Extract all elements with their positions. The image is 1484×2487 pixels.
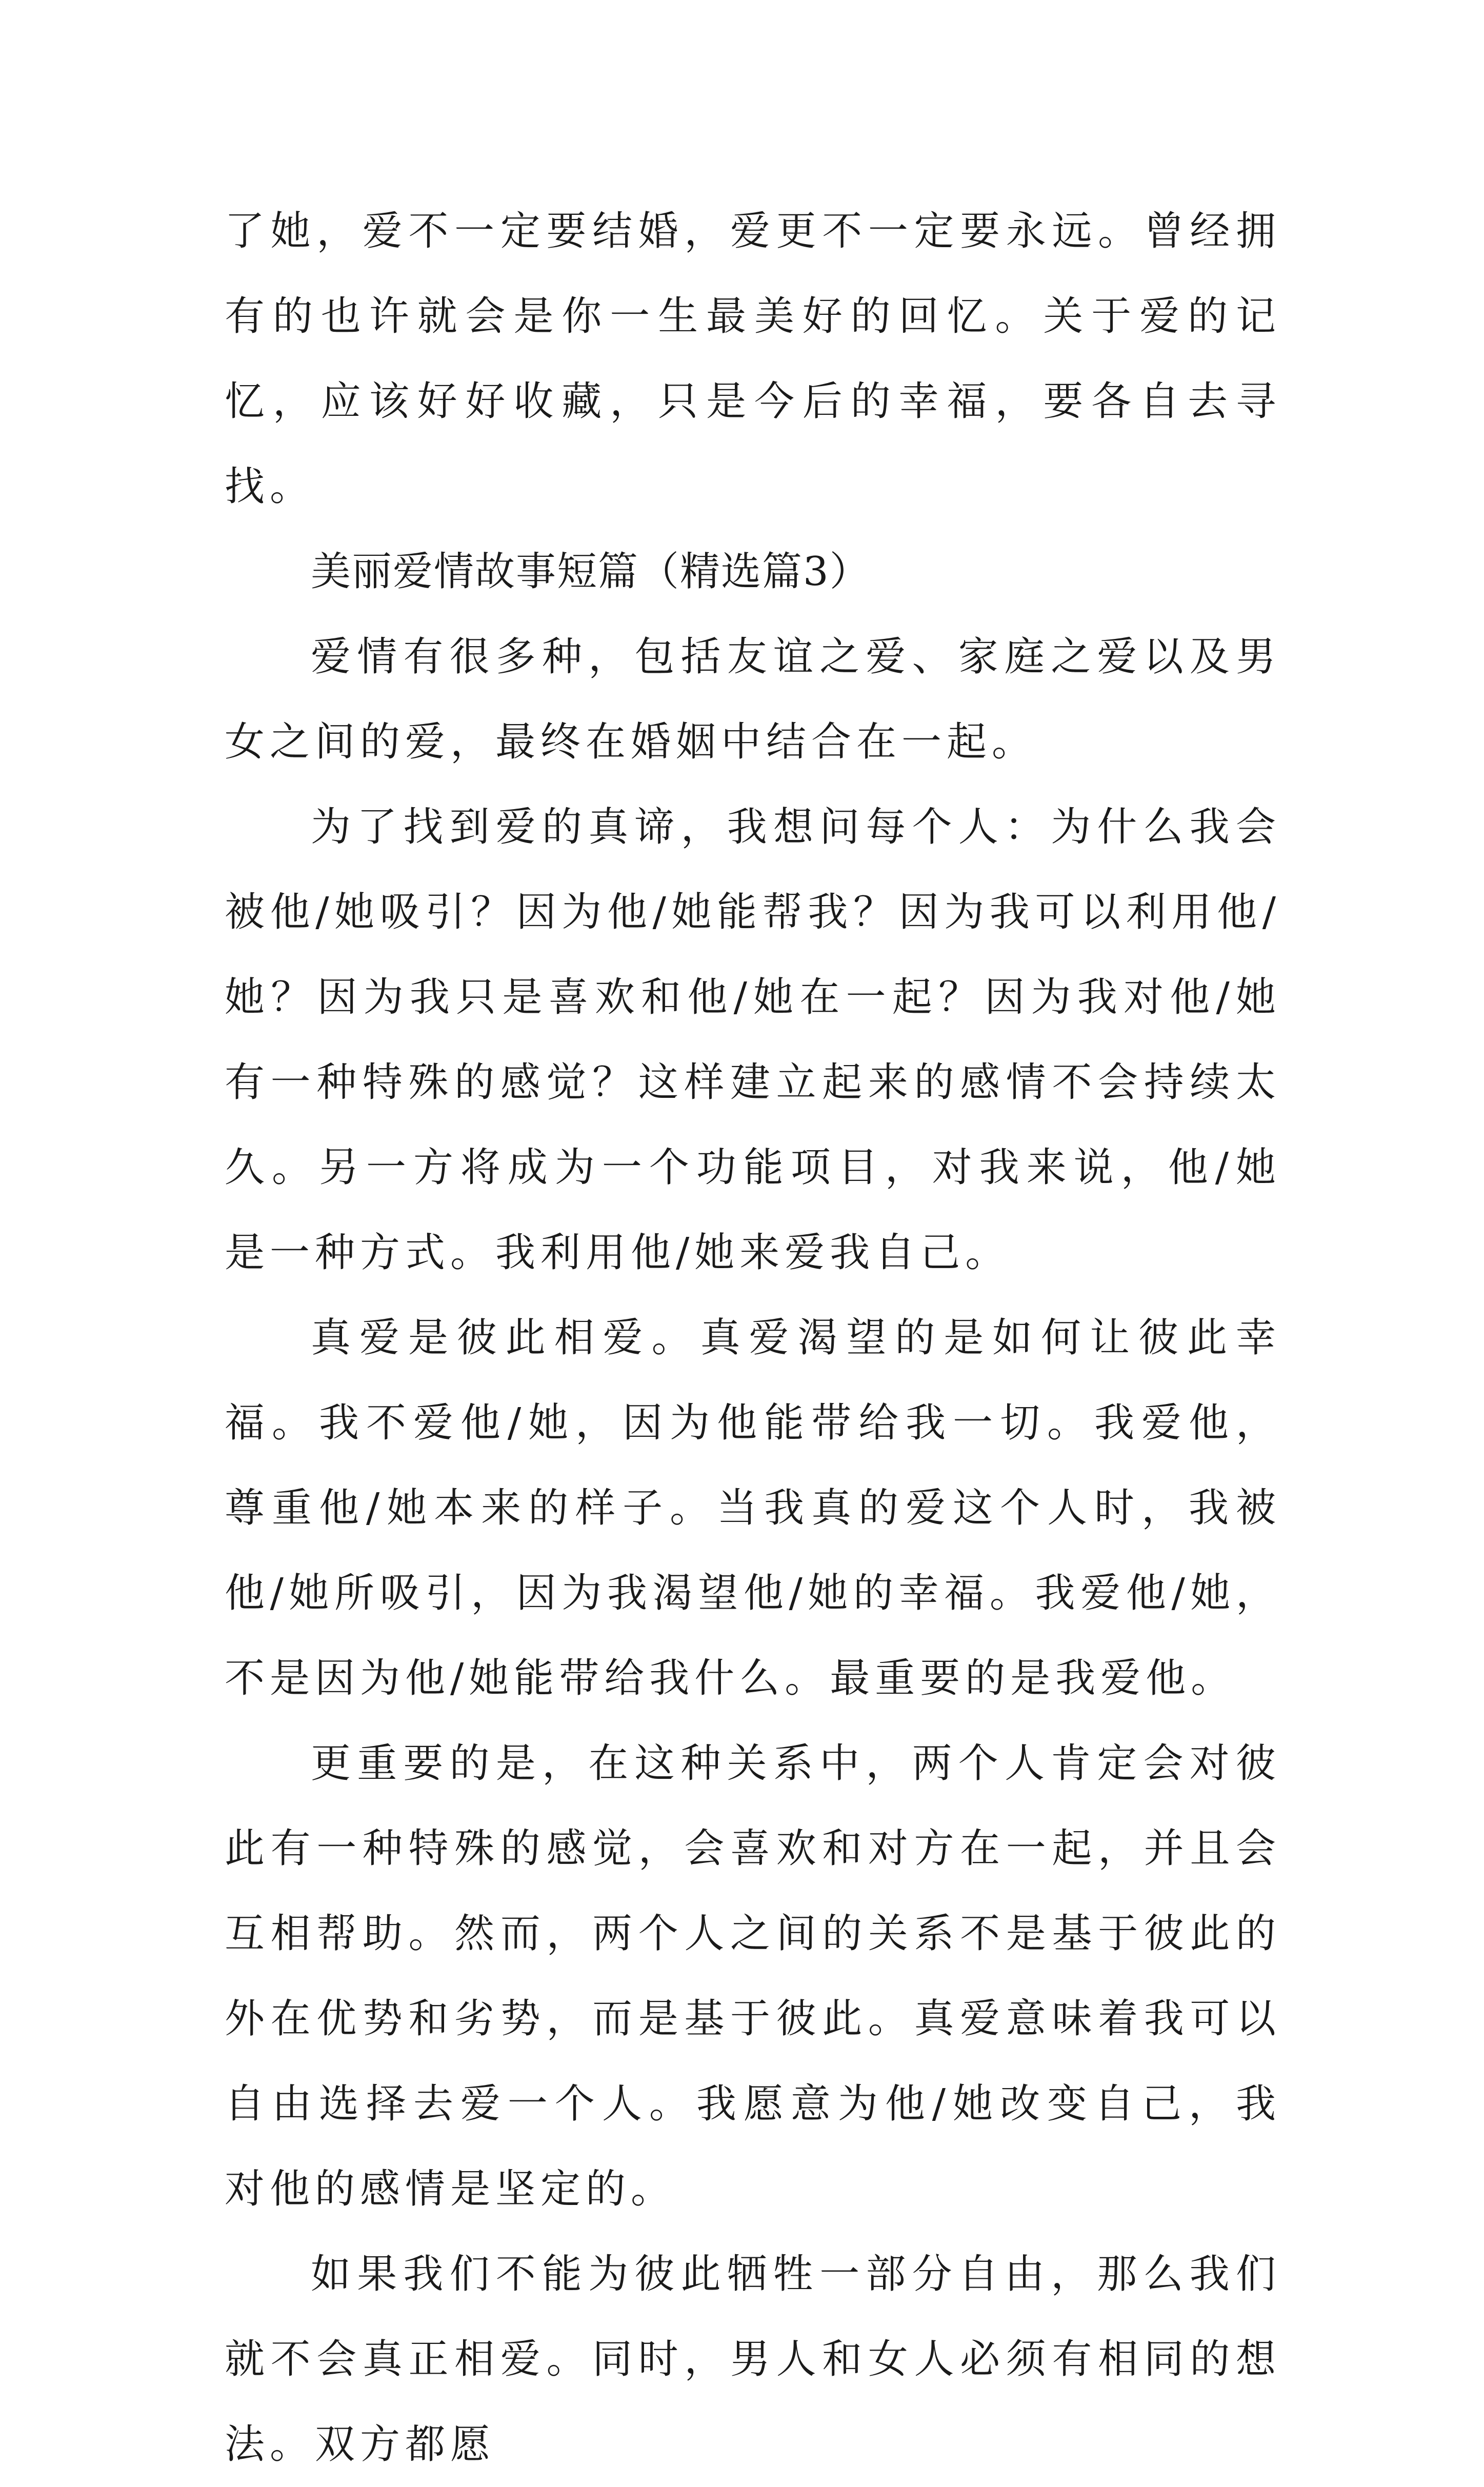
section-heading: 美丽爱情故事短篇（精选篇3） [311, 549, 871, 595]
paragraph: 真爱是彼此相爱。真爱渴望的是如何让彼此幸福。我不爱他/她，因为他能带给我一切。我爱他，尊重他/她本来的样子。当我真的爱这个人时，我被他/她所吸引，因为我渴望他/她的幸福。我爱他/她，不是因为他/她能带给我什么。最重要的是我爱他。 [225, 1315, 1281, 1701]
paragraph-continuation: 了她，爱不一定要结婚，爱更不一定要永远。曾经拥有的也许就会是你一生最美好的回忆。关于爱的记忆，应该好好收藏，只是今后的幸福，要各自去寻找。 [225, 208, 1281, 510]
paragraph: 为了找到爱的真谛，我想问每个人：为什么我会被他/她吸引？因为他/她能帮我？因为我可以利用他/她？因为我只是喜欢和他/她在一起？因为我对他/她有一种特殊的感觉？这样建立起来的感情不会持续太久。另一方将成为一个功能项目，对我来说，他/她是一种方式。我利用他/她来爱我自己。 [225, 804, 1281, 1276]
document-body [225, 189, 1281, 2487]
paragraph: 爱情有很多种，包括友谊之爱、家庭之爱以及男女之间的爱，最终在婚姻中结合在一起。 [225, 634, 1281, 765]
paragraph: 更重要的是，在这种关系中，两个人肯定会对彼此有一种特殊的感觉，会喜欢和对方在一起，并且会互相帮助。然而，两个人之间的关系不是基于彼此的外在优势和劣势，而是基于彼此。真爱意味着我可以自由选择去爱一个人。我愿意为他/她改变自己，我对他的感情是坚定的。 [225, 1740, 1281, 2212]
paragraph: 如果我们不能为彼此牺牲一部分自由，那么我们就不会真正相爱。同时，男人和女人必须有相同的想法。双方都愿 [225, 2251, 1281, 2468]
